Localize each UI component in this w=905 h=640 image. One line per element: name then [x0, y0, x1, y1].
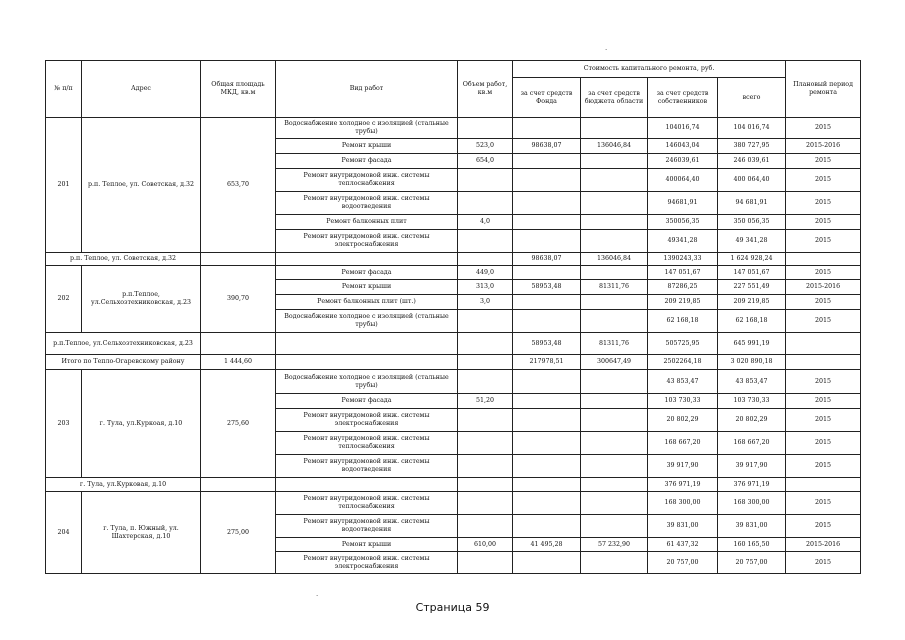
subtotal-fund: 98638,07: [513, 253, 581, 266]
header-cost-group: Стоимость капитального ремонта, руб.: [513, 61, 786, 78]
period-cell: 2015: [786, 154, 861, 169]
region-cell: [581, 394, 648, 409]
scan-mark: ·: [316, 592, 319, 600]
volume-cell: 449,0: [458, 266, 513, 280]
district-total-label: Итого по Тепло-Огаревскому району: [46, 355, 201, 370]
period-cell: 2015: [786, 266, 861, 280]
region-cell: [581, 310, 648, 333]
row-number: 203: [46, 370, 82, 478]
owners-cell: 146043,04: [648, 139, 718, 154]
fund-cell: [513, 192, 581, 215]
address-cell: г. Тула, п. Южный, ул. Шахтерская, д.10: [82, 492, 201, 574]
volume-cell: [458, 432, 513, 455]
fund-cell: [513, 154, 581, 169]
period-cell: 2015: [786, 215, 861, 230]
total-cell: 160 165,50: [718, 538, 786, 552]
subtotal-region: [581, 478, 648, 492]
region-cell: [581, 169, 648, 192]
period-cell: 2015: [786, 394, 861, 409]
fund-cell: [513, 394, 581, 409]
region-cell: [581, 409, 648, 432]
volume-cell: [458, 230, 513, 253]
work-cell: Ремонт внутридомовой инж. системы водоотведения: [276, 455, 458, 478]
scan-mark: ·: [605, 46, 608, 54]
fund-cell: [513, 169, 581, 192]
total-cell: 39 917,90: [718, 455, 786, 478]
volume-cell: [458, 118, 513, 139]
fund-cell: [513, 515, 581, 538]
region-cell: [581, 215, 648, 230]
total-cell: 400 064,40: [718, 169, 786, 192]
period-cell: 2015-2016: [786, 280, 861, 295]
header-period: Плановый период ремонта: [786, 61, 861, 118]
fund-cell: [513, 215, 581, 230]
subtotal-label: р.п.Теплое, ул.Сельхозтехниковская, д.23: [46, 333, 201, 355]
period-cell: 2015: [786, 295, 861, 310]
subtotal-region: 81311,76: [581, 333, 648, 355]
volume-cell: 4,0: [458, 215, 513, 230]
fund-cell: [513, 118, 581, 139]
work-cell: Водоснабжение холодное с изоляцией (стальные трубы): [276, 118, 458, 139]
district-total-fund: 217978,51: [513, 355, 581, 370]
owners-cell: 87286,25: [648, 280, 718, 295]
area-cell: 653,70: [201, 118, 276, 253]
period-cell: 2015: [786, 230, 861, 253]
region-cell: [581, 455, 648, 478]
volume-cell: 654,0: [458, 154, 513, 169]
subtotal-total: 1 624 928,24: [718, 253, 786, 266]
volume-cell: [458, 409, 513, 432]
work-cell: Ремонт внутридомовой инж. системы электроснабжения: [276, 230, 458, 253]
period-cell: 2015-2016: [786, 538, 861, 552]
fund-cell: 98638,07: [513, 139, 581, 154]
total-cell: 209 219,85: [718, 295, 786, 310]
capital-repair-table: [45, 60, 861, 574]
work-cell: Ремонт крыши: [276, 139, 458, 154]
volume-cell: 3,0: [458, 295, 513, 310]
work-cell: Ремонт внутридомовой инж. системы теплоснабжения: [276, 492, 458, 515]
fund-cell: [513, 310, 581, 333]
volume-cell: [458, 492, 513, 515]
fund-cell: [513, 492, 581, 515]
subtotal-row: [46, 253, 861, 266]
address-cell: р.п.Теплое, ул.Сельхозтехниковская, д.23: [82, 266, 201, 333]
volume-cell: 51,20: [458, 394, 513, 409]
owners-cell: 20 757,00: [648, 552, 718, 574]
owners-cell: 43 853,47: [648, 370, 718, 394]
owners-cell: 209 219,85: [648, 295, 718, 310]
subtotal-row: [46, 333, 861, 355]
region-cell: [581, 552, 648, 574]
period-cell: 2015: [786, 192, 861, 215]
total-cell: 227 551,49: [718, 280, 786, 295]
work-cell: Ремонт внутридомовой инж. системы электроснабжения: [276, 552, 458, 574]
work-cell: Ремонт внутридомовой инж. системы электроснабжения: [276, 409, 458, 432]
table-row: [46, 370, 861, 394]
header-address: Адрес: [82, 61, 201, 118]
total-cell: 20 757,00: [718, 552, 786, 574]
header-total: всего: [718, 78, 786, 118]
volume-cell: [458, 192, 513, 215]
period-cell: 2015: [786, 409, 861, 432]
owners-cell: 246039,61: [648, 154, 718, 169]
area-cell: 275,60: [201, 370, 276, 478]
total-cell: 39 831,00: [718, 515, 786, 538]
region-cell: [581, 230, 648, 253]
region-cell: [581, 492, 648, 515]
period-cell: 2015-2016: [786, 139, 861, 154]
work-cell: Ремонт фасада: [276, 154, 458, 169]
owners-cell: 104016,74: [648, 118, 718, 139]
owners-cell: 400064,40: [648, 169, 718, 192]
volume-cell: [458, 169, 513, 192]
total-cell: 350 056,35: [718, 215, 786, 230]
owners-cell: 49341,28: [648, 230, 718, 253]
total-cell: 168 300,00: [718, 492, 786, 515]
total-cell: 20 802,29: [718, 409, 786, 432]
district-total-region: 300647,49: [581, 355, 648, 370]
subtotal-total: 645 991,19: [718, 333, 786, 355]
fund-cell: 58953,48: [513, 280, 581, 295]
header-region: за счет средств бюджета области: [581, 78, 648, 118]
fund-cell: [513, 432, 581, 455]
work-cell: Ремонт внутридомовой инж. системы водоотведения: [276, 515, 458, 538]
work-cell: Ремонт фасада: [276, 266, 458, 280]
header-num: № п/п: [46, 61, 82, 118]
total-cell: 380 727,95: [718, 139, 786, 154]
fund-cell: [513, 266, 581, 280]
period-cell: 2015: [786, 432, 861, 455]
work-cell: Ремонт фасада: [276, 394, 458, 409]
subtotal-row: [46, 478, 861, 492]
region-cell: [581, 118, 648, 139]
region-cell: 81311,76: [581, 280, 648, 295]
volume-cell: 313,0: [458, 280, 513, 295]
work-cell: Ремонт внутридомовой инж. системы теплоснабжения: [276, 169, 458, 192]
address-cell: р.п. Теплое, ул. Советская, д.32: [82, 118, 201, 253]
region-cell: [581, 295, 648, 310]
region-cell: [581, 370, 648, 394]
volume-cell: [458, 515, 513, 538]
fund-cell: 41 495,28: [513, 538, 581, 552]
header-fund: за счет средств Фонда: [513, 78, 581, 118]
subtotal-fund: 58953,48: [513, 333, 581, 355]
district-total-owners: 2502264,18: [648, 355, 718, 370]
region-cell: [581, 154, 648, 169]
owners-cell: 20 802,29: [648, 409, 718, 432]
subtotal-label: г. Тула, ул.Курковая, д.10: [46, 478, 201, 492]
owners-cell: 103 730,33: [648, 394, 718, 409]
period-cell: 2015: [786, 310, 861, 333]
owners-cell: 147 051,67: [648, 266, 718, 280]
subtotal-owners: 505725,95: [648, 333, 718, 355]
owners-cell: 39 831,00: [648, 515, 718, 538]
district-total-row: [46, 355, 861, 370]
owners-cell: 168 667,20: [648, 432, 718, 455]
row-number: 202: [46, 266, 82, 333]
region-cell: [581, 515, 648, 538]
total-cell: 104 016,74: [718, 118, 786, 139]
header-area: Общая площадь МКД, кв.м: [201, 61, 276, 118]
work-cell: Ремонт внутридомовой инж. системы водоотведения: [276, 192, 458, 215]
owners-cell: 168 300,00: [648, 492, 718, 515]
fund-cell: [513, 370, 581, 394]
work-cell: Водоснабжение холодное с изоляцией (стальные трубы): [276, 370, 458, 394]
region-cell: [581, 192, 648, 215]
subtotal-total: 376 971,19: [718, 478, 786, 492]
fund-cell: [513, 409, 581, 432]
period-cell: 2015: [786, 492, 861, 515]
volume-cell: [458, 310, 513, 333]
work-cell: Ремонт внутридомовой инж. системы теплоснабжения: [276, 432, 458, 455]
total-cell: 168 667,20: [718, 432, 786, 455]
volume-cell: [458, 552, 513, 574]
work-cell: Ремонт крыши: [276, 538, 458, 552]
subtotal-owners: 1390243,33: [648, 253, 718, 266]
region-cell: 57 232,90: [581, 538, 648, 552]
owners-cell: 62 168,18: [648, 310, 718, 333]
page-number-label: Страница 59: [415, 601, 490, 614]
fund-cell: [513, 230, 581, 253]
table-row: [46, 118, 861, 139]
table-row: [46, 492, 861, 515]
period-cell: 2015: [786, 552, 861, 574]
fund-cell: [513, 295, 581, 310]
period-cell: 2015: [786, 169, 861, 192]
total-cell: 147 051,67: [718, 266, 786, 280]
subtotal-fund: [513, 478, 581, 492]
table-row: [46, 266, 861, 280]
district-total-total: 3 020 890,18: [718, 355, 786, 370]
period-cell: 2015: [786, 370, 861, 394]
total-cell: 246 039,61: [718, 154, 786, 169]
total-cell: 43 853,47: [718, 370, 786, 394]
subtotal-label: р.п. Теплое, ул. Советская, д.32: [46, 253, 201, 266]
district-total-area: 1 444,60: [201, 355, 276, 370]
subtotal-region: 136046,84: [581, 253, 648, 266]
area-cell: 275,00: [201, 492, 276, 574]
header-work: Вид работ: [276, 61, 458, 118]
header-owners: за счет средств собственников: [648, 78, 718, 118]
fund-cell: [513, 455, 581, 478]
work-cell: Водоснабжение холодное с изоляцией (стальные трубы): [276, 310, 458, 333]
work-cell: Ремонт балконных плит: [276, 215, 458, 230]
region-cell: 136046,84: [581, 139, 648, 154]
owners-cell: 94681,91: [648, 192, 718, 215]
volume-cell: [458, 455, 513, 478]
region-cell: [581, 432, 648, 455]
owners-cell: 61 437,32: [648, 538, 718, 552]
area-cell: 390,70: [201, 266, 276, 333]
volume-cell: 610,00: [458, 538, 513, 552]
period-cell: 2015: [786, 118, 861, 139]
subtotal-owners: 376 971,19: [648, 478, 718, 492]
volume-cell: [458, 370, 513, 394]
work-cell: Ремонт крыши: [276, 280, 458, 295]
total-cell: 62 168,18: [718, 310, 786, 333]
volume-cell: 523,0: [458, 139, 513, 154]
header-volume: Объем работ, кв.м: [458, 61, 513, 118]
row-number: 204: [46, 492, 82, 574]
period-cell: 2015: [786, 455, 861, 478]
total-cell: 94 681,91: [718, 192, 786, 215]
fund-cell: [513, 552, 581, 574]
region-cell: [581, 266, 648, 280]
address-cell: г. Тула, ул.Куркоая, д.10: [82, 370, 201, 478]
total-cell: 103 730,33: [718, 394, 786, 409]
total-cell: 49 341,28: [718, 230, 786, 253]
row-number: 201: [46, 118, 82, 253]
owners-cell: 39 917,90: [648, 455, 718, 478]
period-cell: 2015: [786, 515, 861, 538]
work-cell: Ремонт балконных плит (шт.): [276, 295, 458, 310]
owners-cell: 350056,35: [648, 215, 718, 230]
